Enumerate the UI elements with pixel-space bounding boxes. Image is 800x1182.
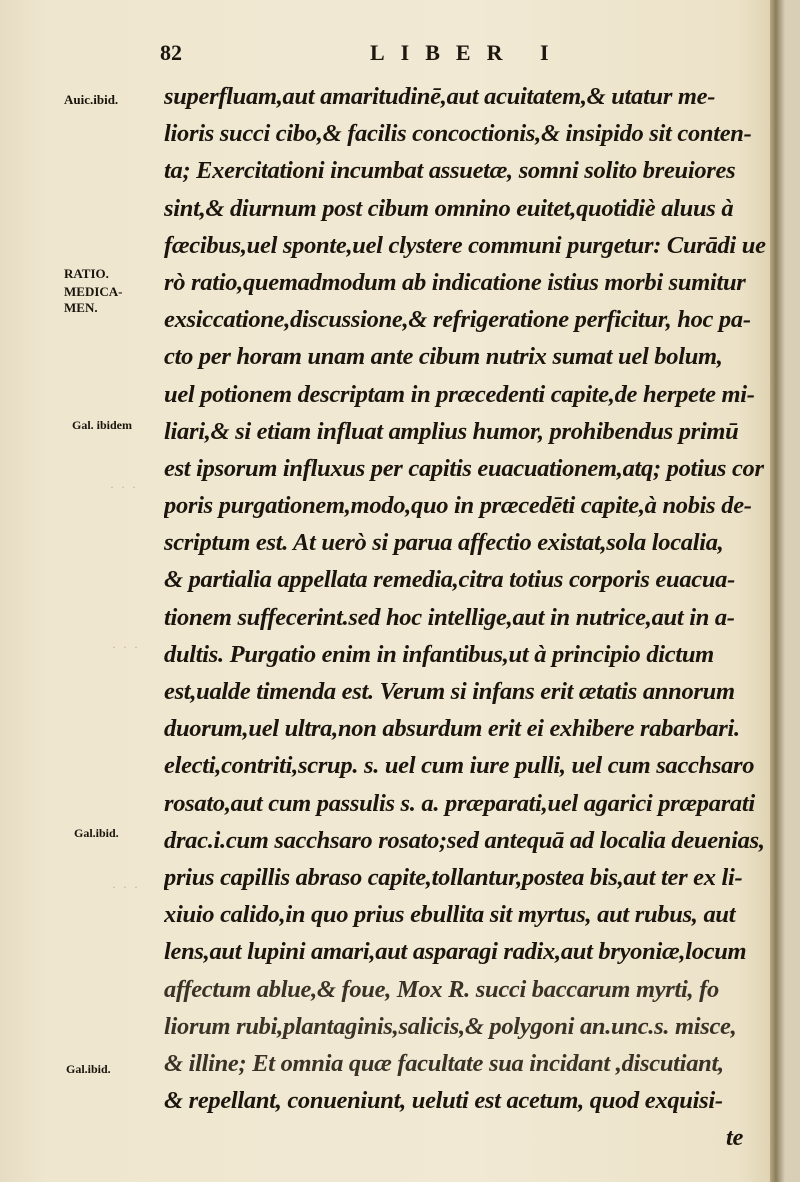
margin-note: RATIO.	[64, 266, 109, 281]
text-line: dultis. Purgatio enim in infantibus,ut à principio dictum	[164, 640, 714, 668]
text-line: exsiccatione,discussione,& refrigeratione perficitur, hoc pa-	[164, 306, 751, 334]
text-line: est,ualde timenda est. Verum si infans erit ætatis annorum	[164, 678, 735, 705]
text-body	[164, 78, 774, 1156]
margin-note: Auic.ibid.	[64, 92, 119, 107]
margin-note: MEN.	[64, 300, 98, 315]
text-line: poris purgationem,modo,quo in præcedēti capite,à nobis de-	[164, 492, 752, 520]
catchword: te	[726, 1124, 744, 1152]
bleed-through-mark: · · ·	[112, 880, 140, 894]
text-line: duorum,uel ultra,non absurdum erit ei exhibere rabarbari.	[164, 715, 740, 743]
margin-note: Gal. ibidem	[72, 418, 133, 432]
text-line: prius capillis abraso capite,tollantur,postea bis,aut ter ex li-	[164, 863, 743, 891]
margin-note: Gal.ibid.	[74, 826, 119, 840]
text-line: drac.i.cum sacchsaro rosato;sed antequā ad localia deuenias,	[164, 826, 765, 854]
text-line: fæcibus,uel sponte,uel clystere communi purgetur: Curādi ue	[164, 231, 766, 259]
text-line: liorum rubi,plantaginis,salicis,& polygoni an.unc.s. misce,	[164, 1012, 737, 1040]
text-line: scriptum est. At uerò si parua affectio existat,sola localia,	[164, 529, 724, 557]
text-line: rosato,aut cum passulis s. a. præparati,uel agarici præparati	[164, 789, 755, 817]
text-line: & repellant, conueniunt, ueluti est acetum, quod exquisi-	[164, 1087, 723, 1115]
text-line: rò ratio,quemadmodum ab indicatione istius morbi sumitur	[164, 268, 746, 296]
text-line: sint,& diurnum post cibum omnino euitet,quotidiè aluus à	[164, 194, 734, 222]
text-line: affectum ablue,& foue, Mox R. succi baccarum myrti, fo	[164, 975, 719, 1003]
text-line: & partialia appellata remedia,citra totius corporis euacua-	[164, 566, 735, 594]
text-line: & illine; Et omnia quæ facultate sua incidant ,discutiant,	[164, 1049, 724, 1077]
text-line: ta; Exercitationi incumbat assuetæ, somni solito breuiores	[164, 157, 736, 185]
text-line: est ipsorum influxus per capitis euacuationem,atq; potius cor	[164, 454, 764, 482]
margin-note: MEDICA-	[64, 284, 123, 299]
page-header	[160, 40, 640, 76]
margin-note: Gal.ibid.	[66, 1062, 111, 1076]
bleed-through-mark: · · ·	[110, 480, 138, 494]
running-title: LIBER I	[370, 40, 565, 65]
text-line: superfluam,aut amaritudinē,aut acuitatem,& utatur me-	[164, 83, 716, 110]
text-line: cto per horam unam ante cibum nutrix sumat uel bolum,	[164, 343, 723, 371]
text-line: lioris succi cibo,& facilis concoctionis,& insipido sit conten-	[164, 120, 752, 148]
text-line: lens,aut lupini amari,aut asparagi radix,aut bryoniæ,locum	[164, 938, 747, 966]
bleed-through-mark: · · ·	[112, 640, 140, 654]
text-line: xiuio calido,in quo prius ebullita sit myrtus, aut rubus, aut	[164, 901, 736, 929]
text-line: electi,contriti,scrup. s. uel cum iure pulli, uel cum sacchsaro	[164, 752, 755, 780]
text-line: liari,& si etiam influat amplius humor, prohibendus primū	[164, 417, 739, 445]
folio-number: 82	[160, 40, 182, 65]
text-line: uel potionem descriptam in præcedenti capite,de herpete mi-	[164, 380, 755, 408]
text-line: tionem suffecerint.sed hoc intellige,aut in nutrice,aut in a-	[164, 603, 735, 631]
